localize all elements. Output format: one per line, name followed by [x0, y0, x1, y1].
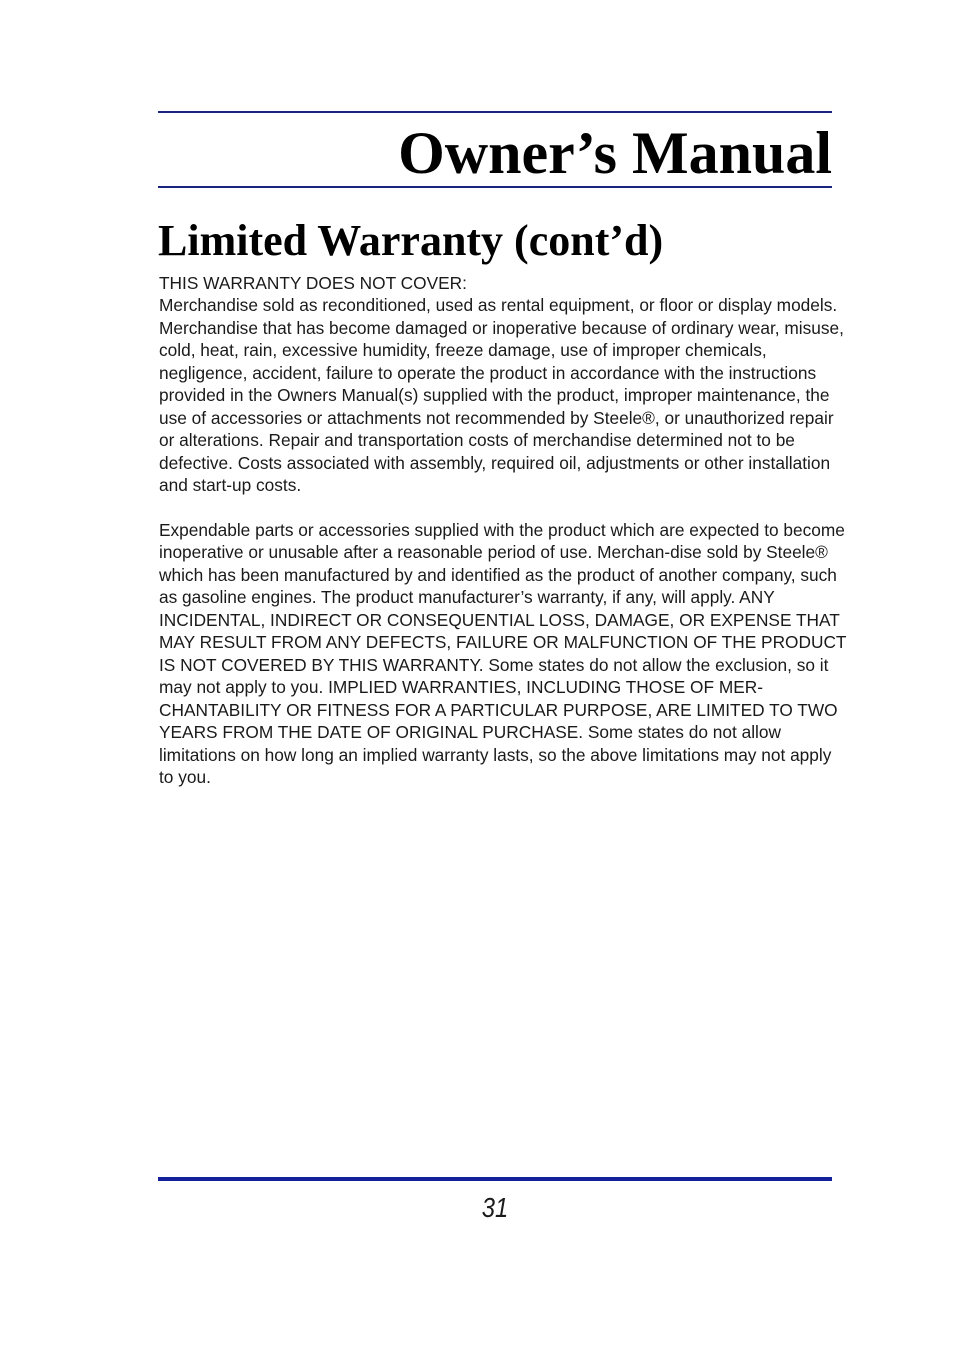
warranty-body	[159, 272, 849, 788]
document-title: Owner’s Manual	[398, 120, 832, 186]
header-bottom-rule	[158, 186, 832, 188]
footer-rule	[158, 1177, 832, 1181]
header-top-rule	[158, 111, 832, 113]
paragraph-gap	[159, 497, 849, 519]
page-number: 31	[481, 1192, 509, 1223]
exclusion-expendable-parts: Expendable parts or accessories supplied with the product which are expected to become inoperative or unusable after a reasonable period of use. Merchan-dise sold by Steele® which has been manufactured by and identified as the product of another company, such as gasoline engines. The product manufacturer’s warranty, if any, will apply. ANY INCIDENTAL, INDIRECT OR CONSEQUENTIAL LOSS, DAMAGE, OR EXPENSE THAT MAY RESULT FROM ANY DEFECTS, FAILURE OR MALFUNCTION OF THE PRODUCT IS NOT COVERED BY THIS WARRANTY. Some states do not allow the exclusion, so it may not apply to you. IMPLIED WARRANTIES, INCLUDING THOSE OF MER-CHANTABILITY OR FITNESS FOR A PARTICULAR PURPOSE, ARE LIMITED TO TWO YEARS FROM THE DATE OF ORIGINAL PURCHASE. Some states do not allow limitations on how long an implied warranty lasts, so the above limitations may not apply to you.	[159, 519, 847, 787]
exclusion-reconditioned: Merchandise sold as reconditioned, used as rental equipment, or floor or display models.	[159, 295, 838, 316]
exclusions-intro: THIS WARRANTY DOES NOT COVER:	[159, 273, 467, 293]
section-heading: Limited Warranty (cont’d)	[158, 216, 664, 265]
exclusion-damage: Merchandise that has become damaged or inoperative because of ordinary wear, misuse, cold, heat, rain, excessive humidity, freeze damage, use of improper chemicals, negligence, accident, failure to operate the product in accordance with the instructions provided in the Owners Manual(s) supplied with the product, improper maintenance, the use of accessories or attachments not recommended by Steele®, or unauthorized repair or alterations. Repair and transportation costs of merchandise determined not to be defective. Costs associated with assembly, required oil, adjustments or other installation and start-up costs.	[159, 317, 844, 496]
